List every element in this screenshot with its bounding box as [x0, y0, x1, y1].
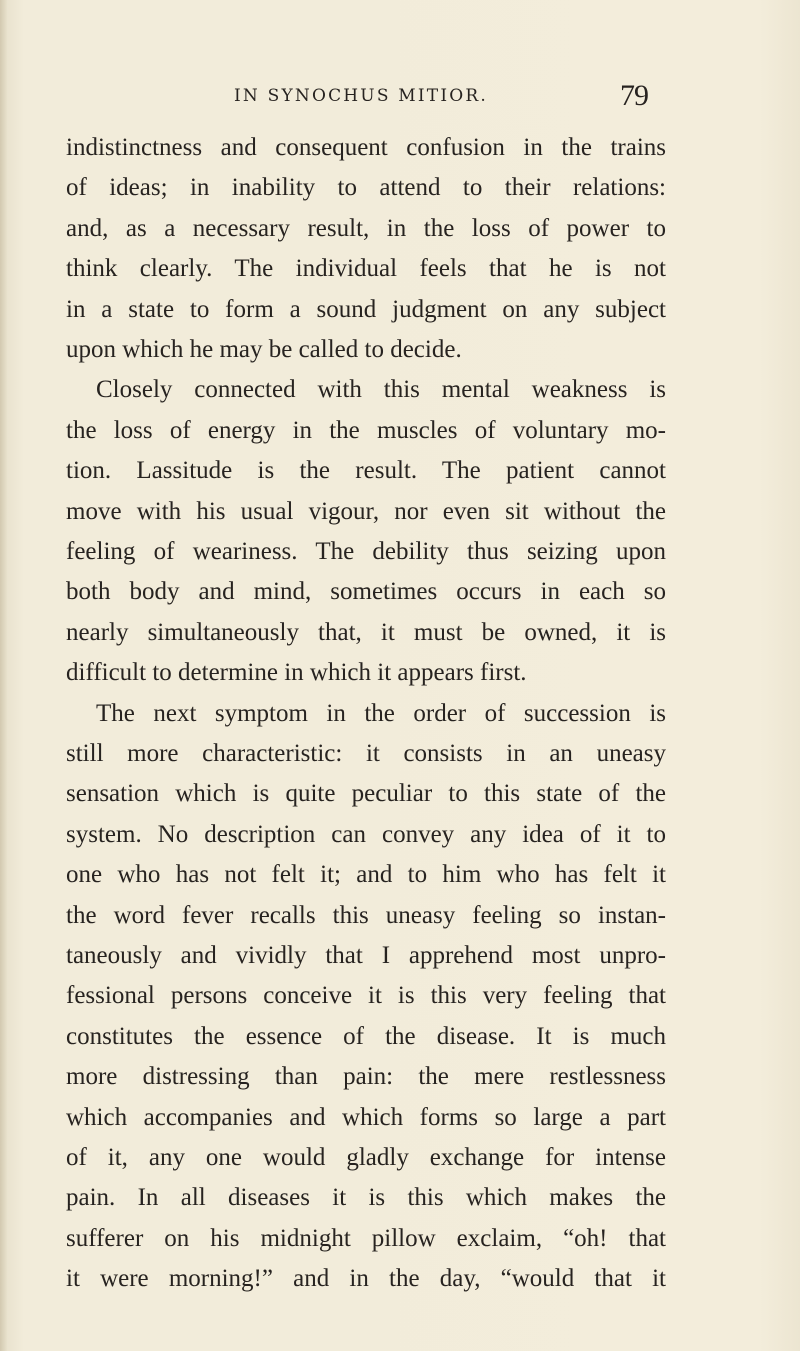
text-line: which accompanies and which forms so large a part	[66, 1103, 666, 1131]
paragraph-last-line: upon which he may be called to decide.	[66, 336, 462, 363]
text-line: sufferer on his midnight pillow exclaim, “oh! that	[66, 1224, 666, 1252]
text-line: move with his usual vigour, nor even sit without the	[66, 497, 666, 525]
page-number: 79	[620, 79, 648, 112]
text-line: the word fever recalls this uneasy feeling so instan-	[66, 901, 666, 929]
paragraph-last-line: difficult to determine in which it appears first.	[66, 659, 527, 687]
text-line: nearly simultaneously that, it must be owned, it is	[66, 618, 666, 646]
text-line: still more characteristic: it consists in an uneasy	[66, 740, 666, 767]
text-line: sensation which is quite peculiar to this state of the	[66, 780, 666, 808]
text-line: and, as a necessary result, in the loss of power to	[66, 214, 666, 242]
text-line: it were morning!” and in the day, “would that it	[66, 1265, 666, 1293]
text-line: of it, any one would gladly exchange for intense	[66, 1144, 666, 1171]
paragraph-first-line: Closely connected with this mental weakness is	[96, 376, 666, 404]
text-line: constitutes the essence of the disease. It is much	[66, 1022, 666, 1050]
text-line: in a state to form a sound judgment on any subject	[66, 295, 666, 323]
text-line: more distressing than pain: the mere restlessness	[66, 1063, 666, 1091]
text-line: feeling of weariness. The debility thus seizing upon	[66, 538, 666, 565]
running-title: IN SYNOCHUS MITIOR.	[234, 86, 489, 106]
paragraph-first-line: The next symptom in the order of succession is	[96, 699, 666, 727]
text-line: tion. Lassitude is the result. The patient cannot	[66, 457, 666, 485]
text-line: one who has not felt it; and to him who has felt it	[66, 861, 666, 889]
text-line: fessional persons conceive it is this very feeling that	[66, 982, 666, 1010]
text-line: pain. In all diseases it is this which makes the	[66, 1184, 666, 1212]
text-line: the loss of energy in the muscles of voluntary mo-	[66, 416, 666, 444]
text-line: of ideas; in inability to attend to their relations:	[66, 174, 666, 202]
text-line: both body and mind, sometimes occurs in each so	[66, 578, 666, 606]
body-text	[0, 131, 800, 1331]
text-line: system. No description can convey any idea of it to	[66, 820, 666, 848]
text-line: taneously and vividly that I apprehend most unpro-	[66, 942, 666, 969]
text-line: think clearly. The individual feels that he is not	[66, 255, 666, 283]
text-line: indistinctness and consequent confusion in the trains	[66, 134, 666, 161]
